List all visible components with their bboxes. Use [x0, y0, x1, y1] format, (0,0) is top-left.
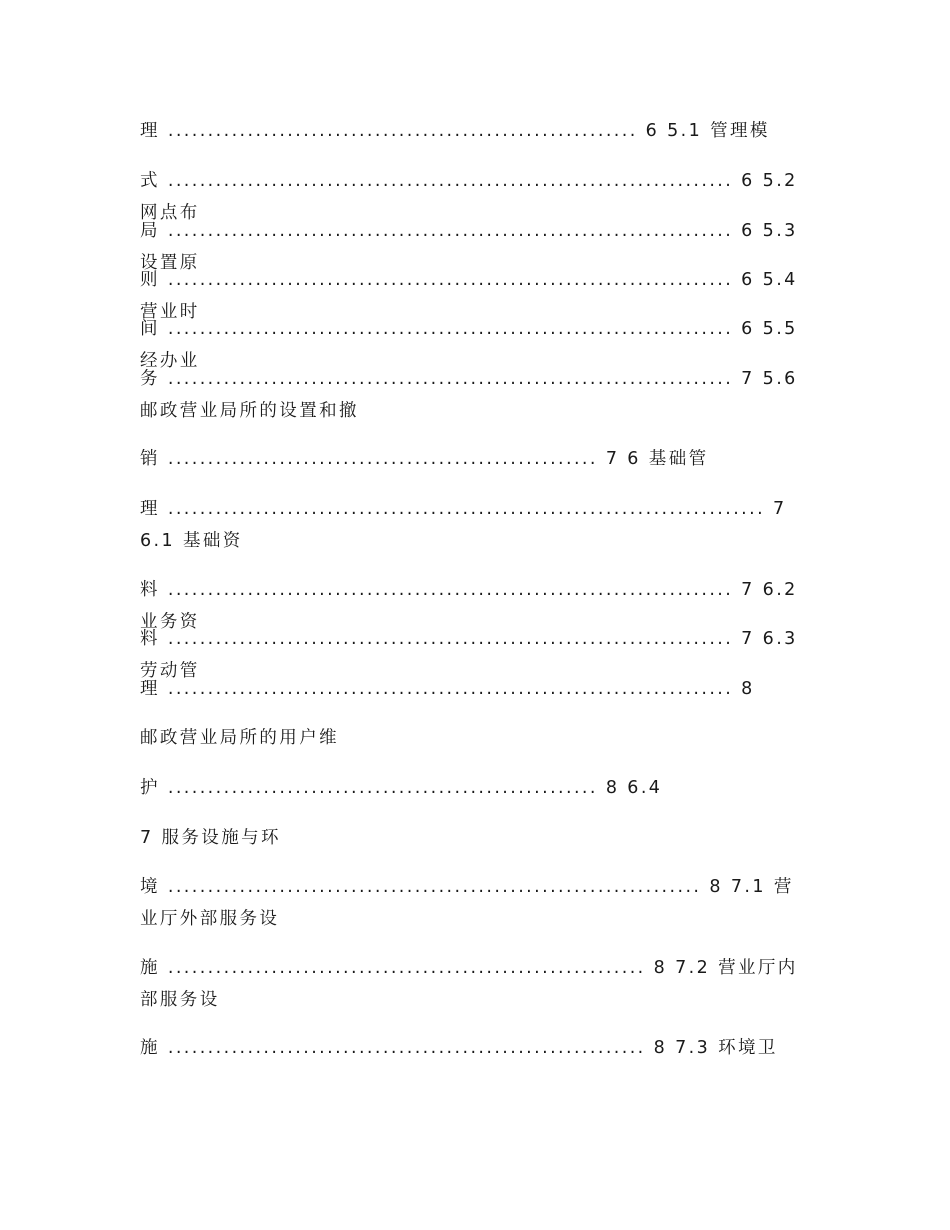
toc-entry: 销 ...................................................... 7 6 基础管 [140, 449, 709, 469]
toc-entry: 局 ....................................................................... 6 5.3 设置原 [140, 221, 806, 273]
toc-entry: 理 ....................................................................... 8 [140, 679, 755, 699]
toc-entry: 式 ....................................................................... 6 5.2 网点布 [140, 171, 806, 223]
toc-entry: 施 ............................................................ 8 7.3 环境卫 [140, 1038, 778, 1058]
toc-entry: 境 ................................................................... 8 7.1 营业厅外部服务设 [140, 877, 794, 929]
toc-entry: 理 ........................................................... 6 5.1 管理模 [140, 121, 770, 141]
toc-entry: 务 ....................................................................... 7 5.6 邮政营业局所的设置和撤 [140, 369, 806, 421]
toc-entry: 7 服务设施与环 [140, 828, 281, 848]
toc-entry: 理 ........................................................................... 7 6.1 基础资 [140, 499, 795, 551]
toc-entry: 邮政营业局所的用户维 [140, 728, 339, 748]
toc-entry: 料 ....................................................................... 7 6.2 业务资 [140, 580, 806, 632]
toc-entry: 料 ....................................................................... 7 6.3 劳动管 [140, 629, 806, 681]
toc-entry: 则 ....................................................................... 6 5.4 营业时 [140, 270, 806, 322]
toc-entry: 施 ............................................................ 8 7.2 营业厅内部服务设 [140, 958, 798, 1010]
toc-entry: 护 ...................................................... 8 6.4 [140, 778, 663, 798]
toc-entry: 间 ....................................................................... 6 5.5 经办业 [140, 319, 806, 371]
